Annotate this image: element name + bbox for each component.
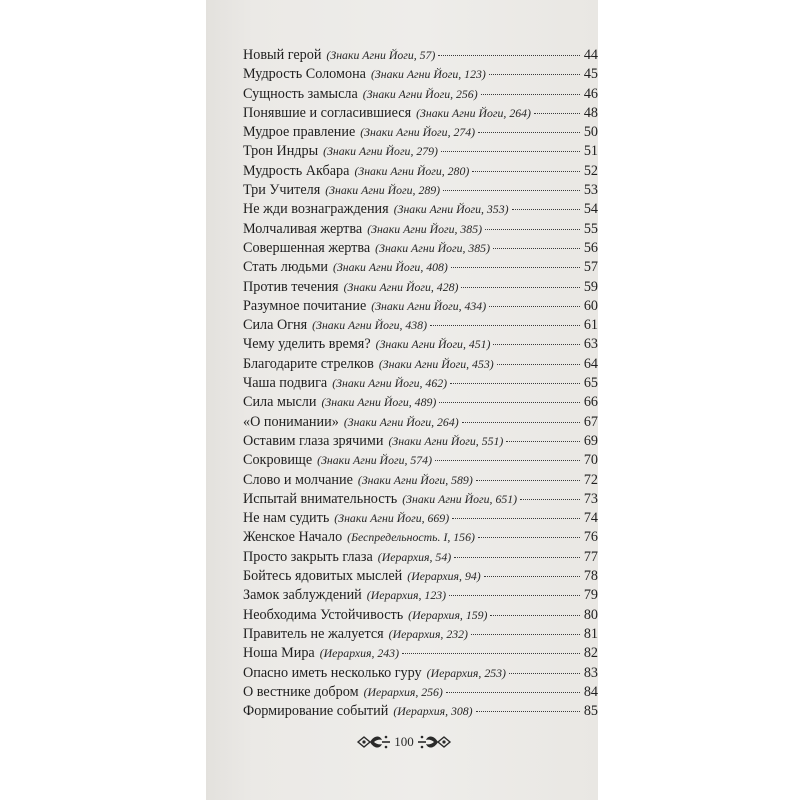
toc-entry-title: Понявшие и согласившиеся bbox=[243, 104, 412, 121]
toc-entry bbox=[243, 142, 598, 161]
toc-entry-page: 57 bbox=[583, 259, 598, 276]
dot-leader bbox=[449, 595, 580, 596]
toc-entry-source: (Знаки Агни Йоги, 289) bbox=[325, 183, 441, 198]
toc-entry-source: (Иерархия, 256) bbox=[363, 684, 443, 699]
dot-leader bbox=[446, 692, 580, 693]
toc-entry-page: 84 bbox=[583, 683, 598, 700]
dot-leader bbox=[478, 537, 580, 538]
toc-entry bbox=[243, 65, 598, 84]
toc-entry-page: 59 bbox=[583, 278, 598, 295]
toc-entry-page: 70 bbox=[583, 452, 598, 469]
toc-entry bbox=[243, 586, 598, 605]
dot-leader bbox=[438, 55, 580, 56]
toc-entry-source: (Иерархия, 54) bbox=[377, 549, 452, 564]
toc-entry bbox=[243, 200, 598, 219]
toc-entry bbox=[243, 123, 598, 142]
toc-entry-source: (Знаки Агни Йоги, 408) bbox=[333, 260, 448, 275]
toc-entry bbox=[243, 258, 598, 277]
toc-entry-title: Сила Огня bbox=[243, 317, 308, 334]
toc-entry-title: Не жди вознаграждения bbox=[243, 201, 389, 218]
toc-entry bbox=[243, 432, 598, 451]
toc-entry-title: Три Учителя bbox=[243, 182, 321, 199]
toc-entry bbox=[243, 104, 598, 123]
toc-entry-page: 45 bbox=[583, 66, 598, 83]
dot-leader bbox=[476, 480, 580, 481]
toc-entry-source: (Знаки Агни Йоги, 451) bbox=[375, 337, 491, 352]
toc-entry-title: Сущность замысла bbox=[243, 85, 358, 102]
toc-entry-source: (Знаки Агни Йоги, 589) bbox=[357, 472, 473, 487]
dot-leader bbox=[534, 113, 580, 114]
toc-entry-title: Чему уделить время? bbox=[243, 336, 371, 353]
toc-entry-page: 54 bbox=[583, 201, 598, 218]
toc-entry-page: 72 bbox=[583, 471, 598, 488]
dot-leader bbox=[485, 229, 580, 230]
dot-leader bbox=[497, 364, 580, 365]
dot-leader bbox=[462, 422, 580, 423]
toc-entry-title: О вестнике добром bbox=[243, 683, 359, 700]
dot-leader bbox=[443, 190, 580, 191]
dot-leader bbox=[506, 441, 580, 442]
toc-entry-page: 56 bbox=[583, 239, 598, 256]
toc-entry-page: 65 bbox=[583, 375, 598, 392]
toc-entry-title: Женское Начало bbox=[243, 529, 343, 546]
toc-entry-page: 64 bbox=[583, 355, 598, 372]
toc-entry-source: (Знаки Агни Йоги, 428) bbox=[343, 279, 459, 294]
toc-entry-page: 79 bbox=[583, 587, 598, 604]
toc-entry bbox=[243, 413, 598, 432]
toc-entry-source: (Беспредельность. I, 156) bbox=[347, 530, 475, 545]
toc-entry-source: (Иерархия, 159) bbox=[408, 607, 488, 622]
toc-entry-page: 66 bbox=[583, 394, 598, 411]
toc-entry-title: Новый герой bbox=[243, 47, 322, 63]
toc-entry-title: Молчаливая жертва bbox=[243, 220, 363, 237]
toc-entry-page: 60 bbox=[583, 297, 598, 314]
toc-entry bbox=[243, 220, 598, 239]
toc-entry-title: Сила мысли bbox=[243, 394, 317, 411]
toc-entry-source: (Знаки Агни Йоги, 434) bbox=[371, 298, 487, 313]
toc-entry-title: Мудрость Соломона bbox=[243, 66, 366, 83]
toc-entry-source: (Знаки Агни Йоги, 489) bbox=[321, 395, 437, 410]
toc-entry-source: (Знаки Агни Йоги, 551) bbox=[388, 433, 504, 448]
toc-entry-page: 46 bbox=[583, 85, 598, 102]
floral-ornament-left-icon bbox=[356, 731, 392, 753]
toc-entry-source: (Знаки Агни Йоги, 274) bbox=[360, 125, 476, 140]
toc-entry-page: 48 bbox=[583, 104, 598, 121]
toc-entry-title: Слово и молчание bbox=[243, 471, 353, 488]
toc-entry-source: (Знаки Агни Йоги, 280) bbox=[354, 163, 470, 178]
dot-leader bbox=[439, 402, 580, 403]
toc-entry-source: (Знаки Агни Йоги, 123) bbox=[370, 67, 486, 82]
dot-leader bbox=[489, 306, 580, 307]
dot-leader bbox=[476, 711, 580, 712]
toc-entry-page: 69 bbox=[583, 432, 598, 449]
toc-entry-page: 51 bbox=[583, 143, 598, 160]
toc-entry-source: (Иерархия, 123) bbox=[366, 588, 447, 603]
toc-entry-page: 67 bbox=[583, 413, 598, 430]
toc-entry-source: (Знаки Агни Йоги, 438) bbox=[312, 318, 428, 333]
toc-entry-title: Мудрость Акбара bbox=[243, 162, 350, 179]
page-number: 100 bbox=[394, 734, 414, 749]
toc-entry bbox=[243, 490, 598, 509]
toc-entry-title: Просто закрыть глаза bbox=[243, 548, 373, 565]
toc-entry bbox=[243, 664, 598, 683]
toc-entry bbox=[243, 625, 598, 644]
toc-entry-title: Опасно иметь несколько гуру bbox=[243, 664, 422, 681]
toc-entry-page: 52 bbox=[583, 162, 598, 179]
dot-leader bbox=[450, 383, 580, 384]
toc-entry-title: Бойтесь ядовитых мыслей bbox=[243, 568, 403, 585]
toc-entry-title: Оставим глаза зрячими bbox=[243, 432, 384, 449]
toc-entry-page: 50 bbox=[583, 124, 598, 141]
dot-leader bbox=[512, 209, 580, 210]
toc-entry bbox=[243, 162, 598, 181]
toc-entry bbox=[243, 355, 598, 374]
toc-entry-page: 63 bbox=[583, 336, 598, 353]
toc-entry bbox=[243, 702, 598, 721]
toc-entry-source: (Знаки Агни Йоги, 385) bbox=[367, 221, 483, 236]
toc-entry-source: (Знаки Агни Йоги, 57) bbox=[326, 48, 436, 62]
toc-entry-title: Необходима Устойчивость bbox=[243, 606, 404, 623]
dot-leader bbox=[430, 325, 580, 326]
dot-leader bbox=[484, 576, 580, 577]
toc-entry-title: Против течения bbox=[243, 278, 339, 295]
toc-entry-page: 77 bbox=[583, 548, 598, 565]
toc-entry-source: (Знаки Агни Йоги, 264) bbox=[343, 414, 459, 429]
toc-entry-title: Трон Индры bbox=[243, 143, 319, 160]
toc-entry-title: Чаша подвига bbox=[243, 375, 328, 392]
toc-entry-page: 44 bbox=[583, 47, 598, 63]
toc-entry-source: (Знаки Агни Йоги, 385) bbox=[375, 240, 491, 255]
toc-entry bbox=[243, 85, 598, 104]
toc-entry bbox=[243, 181, 598, 200]
toc-entry-title: «О понимании» bbox=[243, 413, 339, 430]
dot-leader bbox=[509, 673, 580, 674]
page-footer bbox=[352, 727, 456, 757]
toc-entry-source: (Иерархия, 253) bbox=[426, 665, 506, 680]
dot-leader bbox=[493, 248, 580, 249]
toc-entry bbox=[243, 393, 598, 412]
toc-entry-title: Сокровище bbox=[243, 452, 313, 469]
toc-entry bbox=[243, 451, 598, 470]
toc-entry-title: Разумное почитание bbox=[243, 297, 367, 314]
toc-entry bbox=[243, 683, 598, 702]
dot-leader bbox=[402, 653, 580, 654]
toc-entry bbox=[243, 316, 598, 335]
toc-entry-title: Испытай внимательность bbox=[243, 490, 398, 507]
toc-entry-page: 80 bbox=[583, 606, 598, 623]
toc-entry bbox=[243, 335, 598, 354]
dot-leader bbox=[481, 94, 580, 95]
dot-leader bbox=[520, 499, 580, 500]
toc-entry-source: (Знаки Агни Йоги, 574) bbox=[317, 453, 432, 468]
dot-leader bbox=[435, 460, 580, 461]
dot-leader bbox=[472, 171, 580, 172]
toc-entry bbox=[243, 297, 598, 316]
dot-leader bbox=[451, 267, 580, 268]
toc-entry-source: (Знаки Агни Йоги, 669) bbox=[334, 511, 450, 526]
toc-entry bbox=[243, 548, 598, 567]
toc-entry-title: Замок заблуждений bbox=[243, 587, 362, 604]
toc-entry-page: 53 bbox=[583, 182, 598, 199]
toc-entry-page: 76 bbox=[583, 529, 598, 546]
dot-leader bbox=[441, 151, 580, 152]
toc-entry-title: Правитель не жалуется bbox=[243, 625, 384, 642]
toc-entry-page: 85 bbox=[583, 703, 598, 720]
toc-entry-page: 55 bbox=[583, 220, 598, 237]
toc-entry-title: Стать людьми bbox=[243, 259, 329, 276]
toc-entry-page: 81 bbox=[583, 625, 598, 642]
toc-entry-page: 82 bbox=[583, 645, 598, 662]
toc-entry-page: 83 bbox=[583, 664, 598, 681]
toc-entry-source: (Знаки Агни Йоги, 353) bbox=[393, 202, 509, 217]
toc-entry bbox=[243, 644, 598, 663]
toc-entry-page: 74 bbox=[583, 510, 598, 527]
toc-entry-title: Благодарите стрелков bbox=[243, 355, 374, 372]
toc-entry-page: 73 bbox=[583, 490, 598, 507]
dot-leader bbox=[493, 344, 580, 345]
dot-leader bbox=[471, 634, 580, 635]
toc-entry-page: 61 bbox=[583, 317, 598, 334]
toc-entry bbox=[243, 374, 598, 393]
toc-entry-source: (Знаки Агни Йоги, 256) bbox=[362, 86, 478, 101]
toc-entry bbox=[243, 46, 598, 65]
toc-entry-source: (Знаки Агни Йоги, 651) bbox=[402, 491, 518, 506]
dot-leader bbox=[489, 74, 580, 75]
toc-entry-title: Совершенная жертва bbox=[243, 239, 371, 256]
toc-entry bbox=[243, 509, 598, 528]
table-of-contents bbox=[243, 46, 598, 721]
toc-entry-source: (Знаки Агни Йоги, 264) bbox=[416, 105, 531, 120]
toc-entry-source: (Иерархия, 232) bbox=[388, 626, 468, 641]
toc-entry-source: (Иерархия, 308) bbox=[393, 704, 473, 719]
toc-entry-title: Ноша Мира bbox=[243, 645, 315, 662]
dot-leader bbox=[490, 615, 580, 616]
toc-entry-source: (Знаки Агни Йоги, 453) bbox=[378, 356, 494, 371]
dot-leader bbox=[454, 557, 580, 558]
toc-entry bbox=[243, 239, 598, 258]
toc-entry-source: (Иерархия, 243) bbox=[319, 646, 400, 661]
toc-entry-title: Формирование событий bbox=[243, 703, 389, 720]
toc-entry-source: (Знаки Агни Йоги, 279) bbox=[323, 144, 438, 159]
dot-leader bbox=[452, 518, 580, 519]
dot-leader bbox=[478, 132, 580, 133]
toc-entry-title: Мудрое правление bbox=[243, 124, 356, 141]
toc-entry bbox=[243, 528, 598, 547]
toc-entry-page: 78 bbox=[583, 568, 598, 585]
toc-entry-source: (Знаки Агни Йоги, 462) bbox=[332, 376, 448, 391]
toc-entry bbox=[243, 606, 598, 625]
floral-ornament-right-icon bbox=[416, 731, 452, 753]
dot-leader bbox=[461, 287, 580, 288]
toc-entry-title: Не нам судить bbox=[243, 510, 330, 527]
toc-entry bbox=[243, 471, 598, 490]
toc-entry bbox=[243, 278, 598, 297]
toc-entry bbox=[243, 567, 598, 586]
toc-entry-source: (Иерархия, 94) bbox=[407, 569, 481, 584]
